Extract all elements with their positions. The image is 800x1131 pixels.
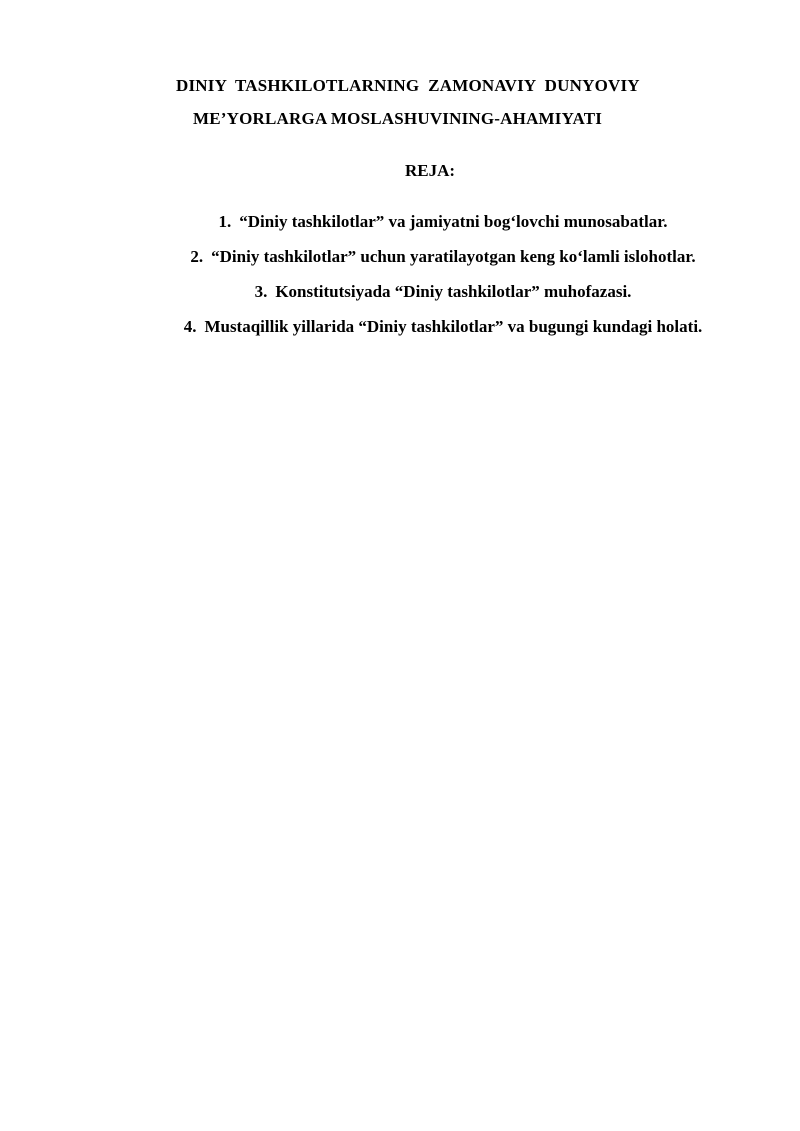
document-title-line-1: DINIY TASHKILOTLARNING ZAMONAVIY DUNYOVIY	[176, 76, 640, 95]
plan-item-number: 2.	[190, 247, 204, 266]
plan-item-number: 4.	[183, 317, 197, 336]
plan-item-number: 1.	[218, 212, 232, 231]
document-title-line-2: ME’YORLARGA MOSLASHUVINING-AHAMIYATI	[193, 109, 603, 128]
plan-list	[0, 210, 800, 350]
plan-item-3	[0, 280, 800, 315]
plan-item-text: “Diniy tashkilotlar” va jamiyatni bog‘lovchi munosabatlar.	[239, 212, 668, 231]
plan-item-number: 3.	[254, 282, 268, 301]
plan-item-text: Mustaqillik yillarida “Diniy tashkilotlar” va bugungi kundagi holati.	[204, 317, 703, 336]
plan-item-1	[0, 210, 800, 245]
plan-heading: REJA:	[404, 161, 456, 180]
plan-item-text: “Diniy tashkilotlar” uchun yaratilayotgan keng ko‘lamli islohotlar.	[211, 247, 696, 266]
plan-item-2	[0, 245, 800, 280]
plan-item-4	[0, 315, 800, 350]
plan-item-text: Konstitutsiyada “Diniy tashkilotlar” muhofazasi.	[275, 282, 632, 301]
